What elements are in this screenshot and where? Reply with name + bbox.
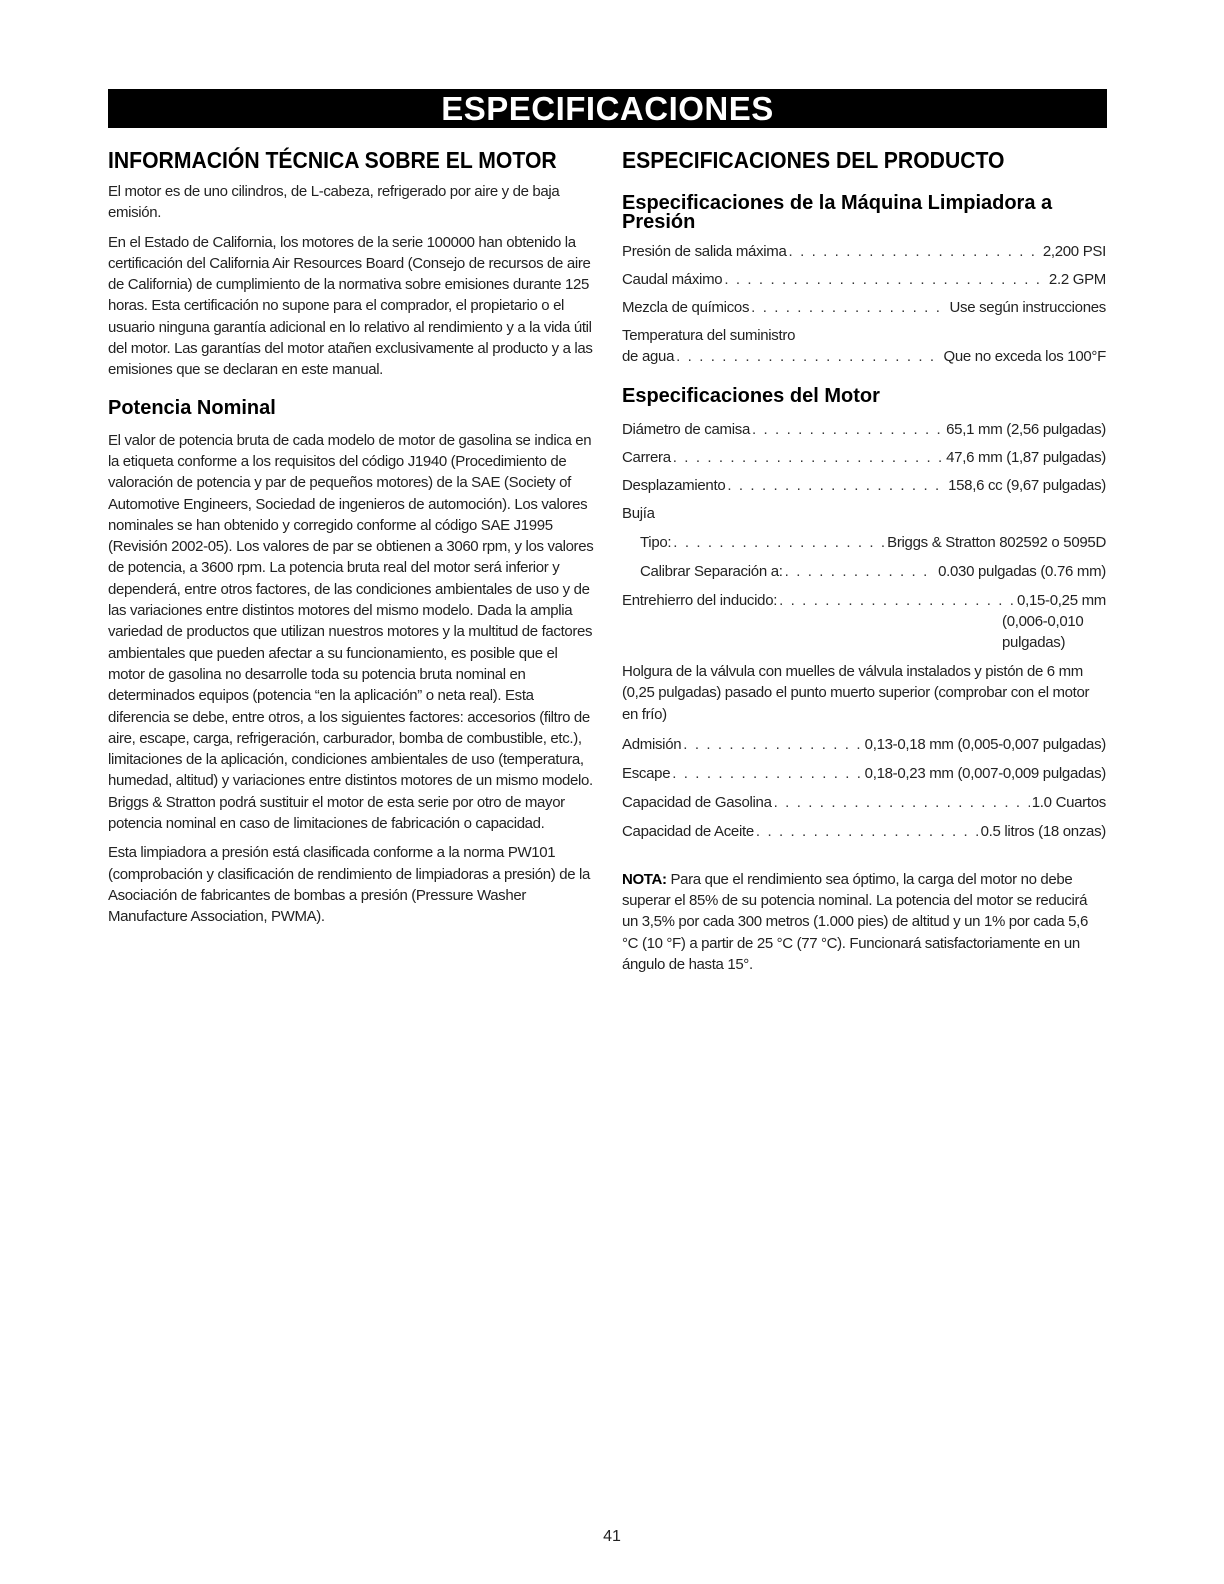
left-column <box>108 145 594 928</box>
spec-row <box>622 241 1106 262</box>
spec-label: de agua <box>622 348 675 365</box>
leader-dots <box>785 561 936 582</box>
spec-row <box>622 821 1106 842</box>
spec-value: 0,15-0,25 mm <box>1017 592 1106 609</box>
spec-row <box>622 269 1106 290</box>
spec-label: Temperatura del suministro <box>622 327 796 344</box>
valve-clearance-paragraph: Holgura de la válvula con muelles de válvula instalados y pistón de 6 mm (0,25 pulgadas) pasado el punto muerto superior (comprobar con el motor en frío) <box>622 663 1090 723</box>
engine-info-heading: INFORMACIÓN TÉCNICA SOBRE EL MOTOR <box>108 147 557 173</box>
leader-dots <box>683 734 862 755</box>
washer-specs-list <box>622 241 1106 367</box>
spec-label: Presión de salida máxima <box>622 243 787 260</box>
leader-dots <box>774 792 1030 813</box>
motor-specs-list <box>622 419 1106 653</box>
spec-value-continued: (0,006-0,010 <box>1002 613 1084 630</box>
spec-label: Caudal máximo <box>622 271 723 288</box>
washer-specs-heading: Especificaciones de la Máquina Limpiadora a Presión <box>622 192 1053 233</box>
leader-dots <box>676 346 941 367</box>
spec-label: Capacidad de Gasolina <box>622 793 772 811</box>
leader-dots <box>779 590 1015 611</box>
spec-label: Escape <box>622 764 671 782</box>
spec-value: 0,18-0,23 mm (0,007-0,009 pulgadas) <box>864 764 1106 782</box>
spec-row <box>622 325 1106 346</box>
leader-dots <box>789 241 1041 262</box>
spec-row <box>622 346 1106 367</box>
spec-label: Capacidad de Aceite <box>622 822 754 840</box>
leader-dots <box>751 297 947 318</box>
product-specs-heading: ESPECIFICACIONES DEL PRODUCTO <box>622 147 1005 173</box>
note-paragraph <box>622 869 1106 975</box>
spec-value: 0,13-0,18 mm (0,005-0,007 pulgadas) <box>864 735 1106 753</box>
spec-value: 47,6 mm (1,87 pulgadas) <box>946 449 1106 466</box>
pwma-paragraph: Esta limpiadora a presión está clasificada conforme a la norma PW101 (comprobación y clasificación de rendimiento de limpiadoras a presión) de la Asociación de fabricantes de bombas a presión (Pressure Washer Manufacture Association, PWMA). <box>108 844 590 926</box>
section-banner: ESPECIFICACIONES <box>108 89 1107 128</box>
spec-row <box>622 763 1106 784</box>
california-paragraph: En el Estado de California, los motores de la serie 100000 han obtenido la certificación del California Air Resources Board (Consejo de recursos de aire de California) de cumplimiento de la normativa sobre emisiones durante 125 horas. Esta certificación no supone para el comprador, el propietario o el usuario ninguna garantía adicional en lo relativo al rendimiento y a la vida útil del motor. Las garantías del motor atañen exclusivamente al producto y a las emisiones que se declaran en este manual. <box>108 233 593 379</box>
spec-row <box>622 447 1106 468</box>
engine-intro-paragraph: El motor es de uno cilindros, de L-cabeza, refrigerado por aire y de baja emisión. <box>108 183 560 222</box>
spec-row <box>622 611 1106 632</box>
spec-row <box>622 532 1106 553</box>
note-text: Para que el rendimiento sea óptimo, la carga del motor no debe superar el 85% de su potencia nominal. La potencia del motor se reducirá un 3,5% por cada 300 metros (1.000 pies) de altitud y un 1% por cada 5,6 °C (10 °F) a partir de 25 °C (77 °C). Funcionará satisfactoriamente en un ángulo de hasta 15°. <box>622 870 1088 973</box>
valve-specs-list <box>622 734 1106 842</box>
spec-value: 2.2 GPM <box>1048 271 1106 288</box>
spec-value: 65,1 mm (2,56 pulgadas) <box>946 421 1106 438</box>
spec-label: Entrehierro del inducido: <box>622 592 778 609</box>
spec-label: Calibrar Separación a: <box>640 563 783 580</box>
leader-dots <box>673 532 885 553</box>
spec-row <box>622 297 1106 318</box>
leader-dots <box>724 269 1047 290</box>
page-number: 41 <box>603 1528 621 1545</box>
spec-row <box>622 632 1106 653</box>
spec-label: Diámetro de camisa <box>622 421 750 438</box>
spec-value: 0.5 litros (18 onzas) <box>980 822 1106 840</box>
leader-dots <box>673 447 944 468</box>
spec-value: 2,200 PSI <box>1042 243 1106 260</box>
leader-dots <box>672 763 862 784</box>
power-rating-heading: Potencia Nominal <box>108 396 276 419</box>
spec-value-continued: pulgadas) <box>1002 634 1066 651</box>
leader-dots <box>752 419 944 440</box>
spec-value: 0.030 pulgadas (0.76 mm) <box>938 563 1106 580</box>
spec-row <box>622 792 1106 813</box>
spec-row <box>622 590 1106 611</box>
spec-value: Briggs & Stratton 802592 o 5095D <box>887 534 1106 551</box>
spark-plug-label: Bujía <box>622 505 655 522</box>
note-label: NOTA: <box>622 870 667 888</box>
spec-label: Mezcla de químicos <box>622 299 750 316</box>
right-column <box>622 145 1106 975</box>
spec-row <box>622 734 1106 755</box>
spec-label: Carrera <box>622 449 671 466</box>
spec-label: Desplazamiento <box>622 477 726 494</box>
leader-dots <box>727 475 946 496</box>
spec-value: Use según instrucciones <box>949 299 1106 316</box>
spec-row <box>622 503 1106 524</box>
leader-dots <box>756 821 979 842</box>
spec-row <box>622 419 1106 440</box>
spec-row <box>622 561 1106 582</box>
motor-specs-heading: Especificaciones del Motor <box>622 385 880 407</box>
spec-value: 1.0 Cuartos <box>1031 793 1106 811</box>
spec-value: 158,6 cc (9,67 pulgadas) <box>948 477 1106 494</box>
spec-label: Admisión <box>622 735 682 753</box>
spec-row <box>622 475 1106 496</box>
spec-label: Tipo: <box>640 534 672 551</box>
power-rating-paragraph: El valor de potencia bruta de cada modelo de motor de gasolina se indica en la etiqueta conforme a los requisitos del código J1940 (Procedimiento de valoración de potencia y par de pequeños motores) de la SAE (Society of Automotive Engineers, Sociedad de ingenieros de automoción). Los valores nominales se han obtenido y corregido conforme al código SAE J1995 (Revisión 2002-05). Los valores de par se obtienen a 3060 rpm, y los valores de potencia, a 3600 rpm. La potencia bruta real del motor será inferior y dependerá, entre otros factores, de las condiciones ambientales de uso y de las variaciones entre distintos motores del mismo modelo. Dada la amplia variedad de productos que utilizan nuestros motores y la multitud de factores ambientales que pueden afectar a su funcionamiento, es posible que el motor de gasolina no desarrolle toda su potencia bruta nominal en determinados equipos (potencia “en la aplicación” o neta real). Esta diferencia se debe, entre otros, a los siguientes factores: accesorios (filtro de aire, escape, carga, refrigeración, carburador, bomba de combustible, etc.), limitaciones de la aplicación, condiciones ambientales de uso (temperatura, humedad, altitud) y variaciones entre distintos motores de un mismo modelo. Briggs & Stratton podrá sustituir el motor de esta serie por otro de mayor potencia nominal en caso de limitaciones de fabricación o capacidad. <box>108 431 594 833</box>
spec-value: Que no exceda los 100°F <box>943 348 1106 365</box>
